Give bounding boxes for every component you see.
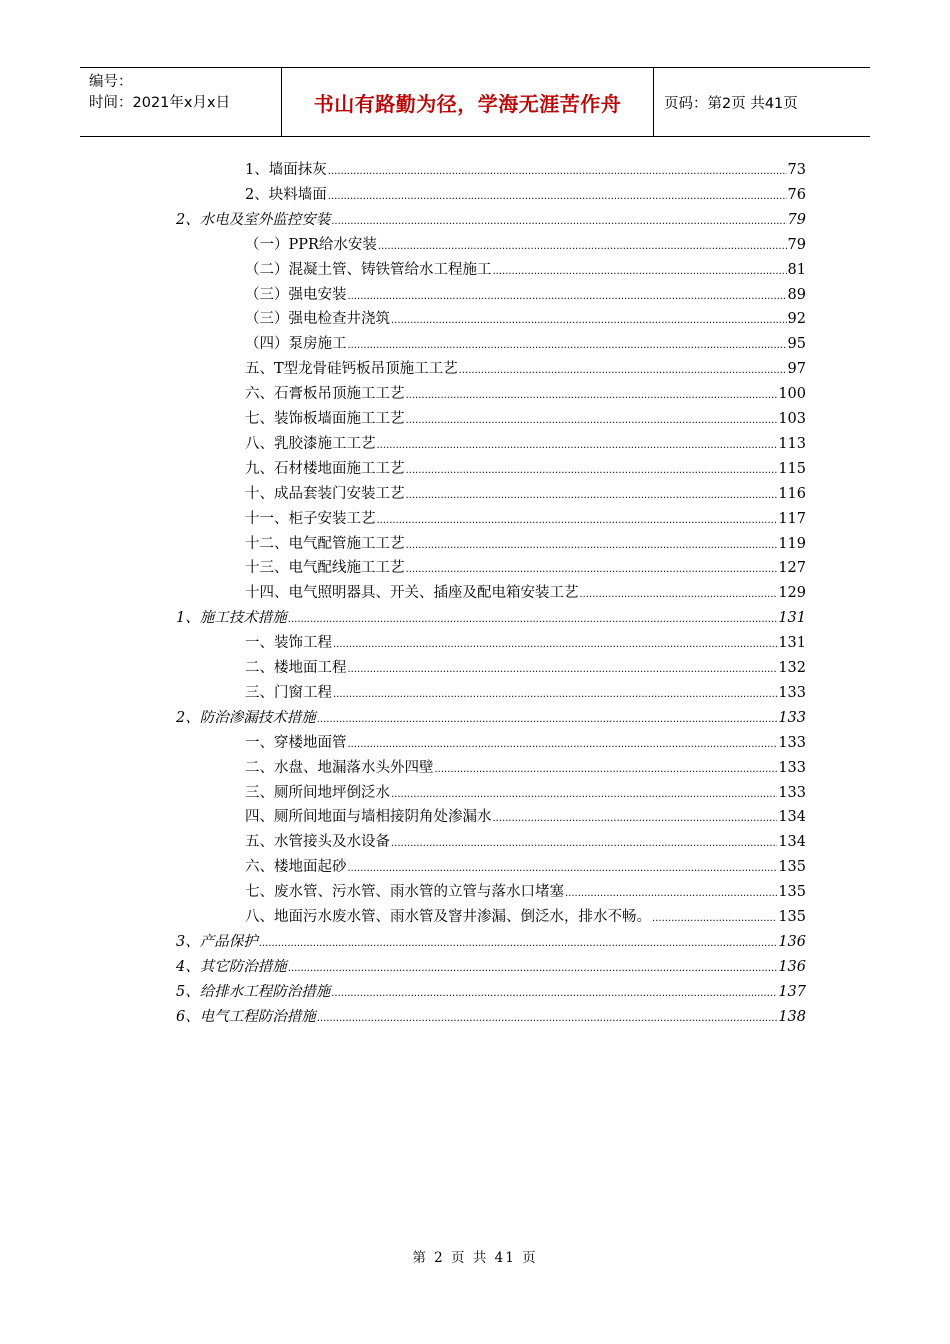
toc-entry[interactable] bbox=[245, 907, 806, 927]
toc-entry[interactable] bbox=[245, 583, 806, 603]
toc-entry-page: 131 bbox=[778, 635, 806, 652]
header-page-cell bbox=[654, 68, 870, 136]
toc-entry[interactable] bbox=[176, 210, 806, 230]
toc-dot-leader bbox=[317, 708, 778, 730]
toc-entry[interactable] bbox=[245, 832, 806, 852]
toc-entry-title: 十、成品套装门安装工艺 bbox=[245, 485, 405, 502]
toc-dot-leader bbox=[406, 534, 778, 556]
toc-entry[interactable] bbox=[245, 334, 806, 354]
toc-entry-title: （三）强电安装 bbox=[245, 286, 347, 303]
toc-entry-page: 133 bbox=[778, 684, 806, 701]
toc-entry[interactable] bbox=[245, 185, 806, 205]
toc-entry-title: 七、废水管、污水管、雨水管的立管与落水口堵塞 bbox=[245, 884, 564, 901]
toc-entry-page: 113 bbox=[778, 435, 806, 452]
toc-dot-leader bbox=[652, 907, 777, 929]
toc-dot-leader bbox=[348, 857, 778, 879]
toc-dot-leader bbox=[333, 683, 777, 705]
toc-entry-page: 133 bbox=[778, 734, 806, 751]
toc-entry-page: 134 bbox=[778, 834, 806, 851]
toc-entry[interactable] bbox=[245, 783, 806, 803]
toc-entry-title: 一、穿楼地面管 bbox=[245, 734, 347, 751]
toc-dot-leader bbox=[406, 384, 778, 406]
toc-entry-page: 95 bbox=[787, 336, 806, 353]
toc-entry[interactable] bbox=[245, 658, 806, 678]
toc-dot-leader bbox=[348, 285, 787, 307]
toc-entry-page: 132 bbox=[778, 660, 806, 676]
toc-entry-title: 五、水管接头及水设备 bbox=[245, 834, 390, 851]
toc-entry-title: 八、地面污水废水管、雨水管及窨井渗漏、倒泛水，排水不畅。 bbox=[245, 909, 651, 925]
header-page-label: 页码：第2页 共41页 bbox=[664, 95, 798, 112]
toc-entry-page: 89 bbox=[787, 286, 806, 303]
toc-entry-page: 134 bbox=[778, 809, 806, 826]
toc-entry-title: 2、防治渗漏技术措施 bbox=[176, 709, 316, 726]
toc-entry-page: 92 bbox=[787, 311, 806, 328]
toc-entry-page: 138 bbox=[778, 1008, 806, 1025]
toc-entry[interactable] bbox=[245, 857, 806, 877]
toc-entry-title: 4、其它防治措施 bbox=[176, 958, 287, 975]
toc-entry-title: （三）强电检查井浇筑 bbox=[245, 311, 390, 328]
toc-dot-leader bbox=[391, 832, 777, 854]
toc-entry-title: 三、门窗工程 bbox=[245, 684, 332, 701]
toc-entry[interactable] bbox=[245, 633, 806, 653]
toc-entry-page: 136 bbox=[778, 958, 806, 975]
page-header bbox=[80, 67, 870, 137]
toc-dot-leader bbox=[348, 733, 778, 755]
toc-dot-leader bbox=[406, 409, 778, 431]
toc-entry-page: 133 bbox=[778, 784, 806, 801]
toc-entry-title: 6、电气工程防治措施 bbox=[176, 1008, 316, 1025]
time-label: 时间：2021年x月x日 bbox=[89, 95, 231, 111]
toc-entry-page: 116 bbox=[778, 485, 806, 502]
toc-dot-leader bbox=[493, 260, 787, 282]
motto-text: 书山有路勤为径，学海无涯苦作舟 bbox=[313, 91, 622, 116]
toc-entry-title: 六、石膏板吊顶施工工艺 bbox=[245, 386, 405, 403]
toc-entry-page: 115 bbox=[778, 460, 806, 477]
toc-entry-page: 135 bbox=[778, 884, 806, 901]
toc-dot-leader bbox=[406, 484, 778, 506]
toc-entry-page: 76 bbox=[787, 186, 806, 203]
header-meta-cell bbox=[80, 68, 282, 136]
toc-dot-leader bbox=[406, 459, 778, 481]
toc-entry[interactable] bbox=[245, 384, 806, 404]
toc-entry[interactable] bbox=[245, 309, 806, 329]
toc-entry-page: 81 bbox=[787, 261, 806, 278]
toc-dot-leader bbox=[331, 982, 777, 1004]
toc-entry-title: 十一、柜子安装工艺 bbox=[245, 510, 376, 527]
toc-entry[interactable] bbox=[245, 807, 806, 827]
toc-entry[interactable] bbox=[245, 882, 806, 902]
toc-entry[interactable] bbox=[245, 160, 806, 180]
toc-entry[interactable] bbox=[176, 982, 806, 1002]
toc-entry[interactable] bbox=[245, 260, 806, 280]
toc-dot-leader bbox=[348, 658, 778, 680]
footer-page-number: 第 2 页 共 41 页 bbox=[412, 1250, 538, 1266]
toc-entry-title: 1、墙面抹灰 bbox=[245, 162, 327, 178]
toc-entry-page: 97 bbox=[787, 361, 806, 378]
toc-entry-page: 135 bbox=[778, 909, 806, 925]
toc-entry[interactable] bbox=[245, 459, 806, 479]
toc-dot-leader bbox=[391, 783, 777, 805]
toc-entry-title: 一、装饰工程 bbox=[245, 635, 332, 652]
toc-dot-leader bbox=[378, 235, 787, 257]
toc-dot-leader bbox=[333, 633, 777, 655]
toc-entry-page: 103 bbox=[778, 411, 806, 427]
toc-dot-leader bbox=[259, 932, 778, 954]
toc-entry[interactable] bbox=[245, 434, 806, 454]
toc-entry-title: 四、厕所间地面与墙相接阴角处渗漏水 bbox=[245, 809, 492, 826]
toc-entry[interactable] bbox=[245, 758, 806, 778]
toc-entry-page: 100 bbox=[778, 386, 806, 403]
toc-dot-leader bbox=[317, 1007, 778, 1029]
toc-dot-leader bbox=[565, 882, 777, 904]
toc-entry[interactable] bbox=[245, 409, 806, 429]
toc-dot-leader bbox=[328, 185, 787, 207]
toc-entry-page: 127 bbox=[778, 560, 806, 577]
toc-dot-leader bbox=[459, 359, 787, 381]
toc-entry-page: 79 bbox=[787, 211, 806, 228]
toc-entry-title: 十三、电气配线施工工艺 bbox=[245, 560, 405, 577]
toc-entry[interactable] bbox=[245, 558, 806, 578]
toc-entry[interactable] bbox=[176, 932, 806, 952]
toc-dot-leader bbox=[435, 758, 778, 780]
toc-entry-page: 119 bbox=[778, 535, 806, 552]
toc-entry[interactable] bbox=[245, 285, 806, 305]
toc-entry[interactable] bbox=[176, 708, 806, 728]
toc-dot-leader bbox=[391, 309, 787, 331]
toc-entry[interactable] bbox=[176, 608, 806, 628]
toc-entry-page: 117 bbox=[778, 510, 806, 527]
toc-dot-leader bbox=[331, 210, 786, 232]
toc-entry-title: （二）混凝土管、铸铁管给水工程施工 bbox=[245, 261, 492, 278]
toc-entry-title: 五、T型龙骨硅钙板吊顶施工工艺 bbox=[245, 361, 458, 378]
toc-entry-title: 2、水电及室外监控安装 bbox=[176, 211, 331, 228]
number-label: 编号： bbox=[89, 74, 133, 90]
toc-entry-page: 133 bbox=[778, 709, 806, 726]
toc-entry-page: 137 bbox=[778, 983, 806, 1000]
toc-entry-title: 3、产品保护 bbox=[176, 933, 258, 950]
toc-entry[interactable] bbox=[245, 534, 806, 554]
toc-entry-title: 八、乳胶漆施工工艺 bbox=[245, 435, 376, 452]
toc-entry-page: 135 bbox=[778, 859, 806, 876]
toc-entry-title: （四）泵房施工 bbox=[245, 336, 347, 353]
toc-dot-leader bbox=[580, 583, 778, 605]
toc-entry-title: （一）PPR给水安装 bbox=[245, 236, 377, 253]
toc-dot-leader bbox=[493, 807, 778, 829]
toc-entry[interactable] bbox=[245, 235, 806, 255]
toc-entry-title: 2、块料墙面 bbox=[245, 186, 327, 203]
toc-dot-leader bbox=[377, 434, 778, 456]
toc-entry-title: 1、施工技术措施 bbox=[176, 610, 287, 627]
toc-dot-leader bbox=[406, 558, 778, 580]
toc-entry[interactable] bbox=[245, 509, 806, 529]
toc-entry[interactable] bbox=[245, 683, 806, 703]
toc-dot-leader bbox=[288, 608, 778, 630]
toc-entry-page: 73 bbox=[787, 162, 806, 178]
toc-entry-title: 5、给排水工程防治措施 bbox=[176, 983, 331, 1000]
toc-entry-title: 二、水盘、地漏落水头外四壁 bbox=[245, 759, 434, 776]
toc-entry[interactable] bbox=[176, 957, 806, 977]
toc-dot-leader bbox=[348, 334, 787, 356]
toc-entry[interactable] bbox=[245, 359, 806, 379]
toc-dot-leader bbox=[288, 957, 778, 979]
toc-dot-leader bbox=[377, 509, 778, 531]
toc-entry-page: 136 bbox=[778, 933, 806, 950]
toc-entry-title: 十四、电气照明器具、开关、插座及配电箱安装工艺 bbox=[245, 585, 579, 602]
toc-entry-title: 七、装饰板墙面施工工艺 bbox=[245, 411, 405, 427]
toc-entry-title: 六、楼地面起砂 bbox=[245, 859, 347, 876]
page-footer bbox=[0, 1246, 950, 1266]
toc-entry-page: 131 bbox=[778, 610, 806, 627]
toc-dot-leader bbox=[328, 160, 787, 182]
header-motto-cell bbox=[282, 68, 654, 136]
toc-entry-page: 79 bbox=[787, 236, 806, 253]
toc-entry[interactable] bbox=[245, 733, 806, 753]
toc-entry[interactable] bbox=[176, 1007, 806, 1027]
toc-entry-title: 三、厕所间地坪倒泛水 bbox=[245, 784, 390, 801]
toc-entry-page: 129 bbox=[778, 585, 806, 602]
toc-entry-title: 十二、电气配管施工工艺 bbox=[245, 535, 405, 552]
toc-entry-page: 133 bbox=[778, 759, 806, 776]
toc-entry-title: 二、楼地面工程 bbox=[245, 660, 347, 676]
toc-entry[interactable] bbox=[245, 484, 806, 504]
toc-entry-title: 九、石材楼地面施工工艺 bbox=[245, 460, 405, 477]
